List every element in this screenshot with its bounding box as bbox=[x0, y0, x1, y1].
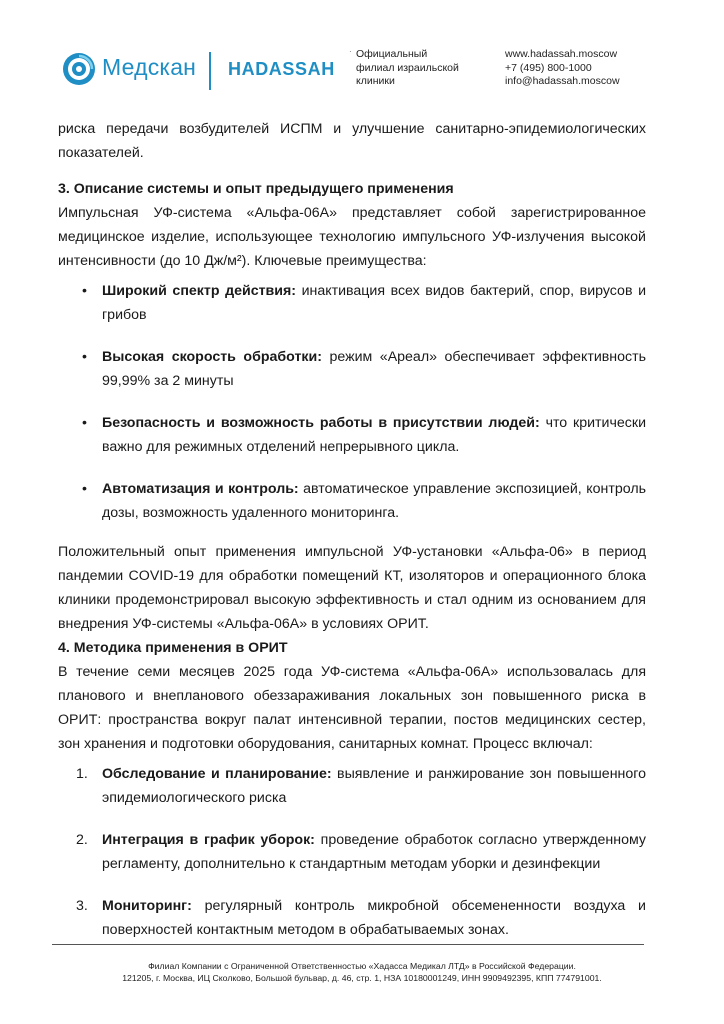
step-number: 1. bbox=[76, 766, 88, 782]
step-number: 2. bbox=[76, 832, 88, 848]
official-line: Официальный bbox=[356, 48, 428, 60]
list-item bbox=[58, 279, 646, 327]
list-item bbox=[58, 411, 646, 459]
section-3-paragraph: Импульсная УФ-система «Альфа-06А» представляет собой зарегистрированное медицинское изделие, использующее технологию импульсного УФ-излучения высокой интенсивности (до 10 Дж/м²). Ключевые преимущества: bbox=[58, 205, 646, 269]
footer-divider bbox=[52, 944, 644, 945]
footer-line-1: Филиал Компании с Ограниченной Ответственностью «Хадасса Медикал ЛТД» в Российской Федерации. bbox=[148, 961, 576, 971]
phone-number: +7 (495) 800-1000 bbox=[505, 61, 592, 74]
section-3-heading: 3. Описание системы и опыт предыдущего применения bbox=[58, 181, 454, 197]
item-bold: Высокая скорость обработки: bbox=[102, 349, 322, 365]
document-body bbox=[58, 117, 646, 942]
list-item bbox=[58, 345, 646, 393]
intro-paragraph: риска передачи возбудителей ИСПМ и улучшение санитарно-эпидемиологических показателей. bbox=[58, 121, 646, 161]
list-item bbox=[58, 894, 646, 942]
item-text: что критически важно для режимных отделений непрерывного цикла. bbox=[102, 415, 646, 455]
list-item bbox=[58, 477, 646, 525]
section-4-heading: 4. Методика применения в ОРИТ bbox=[58, 640, 288, 656]
brand-divider bbox=[209, 52, 211, 90]
item-bold: Безопасность и возможность работы в присутствии людей: bbox=[102, 415, 540, 431]
medscan-logo-icon bbox=[62, 52, 96, 86]
official-branch-note bbox=[356, 48, 459, 89]
section-4-paragraph: В течение семи месяцев 2025 года УФ-система «Альфа-06А» использовалась для планового и внепланового обеззараживания локальных зон повышенного риска в ОРИТ: пространства вокруг палат интенсивной терапии, постов медицинских сестер, зон хранения и подготовки оборудования, санитарных комнат. Процесс включал: bbox=[58, 664, 646, 752]
item-text: режим «Ареал» обеспечивает эффективность 99,99% за 2 минуты bbox=[102, 349, 646, 389]
footer-line-2: 121205, г. Москва, ИЦ Сколково, Большой бульвар, д. 46, стр. 1, НЗА 10180001249, ИНН 9909492395, КПП 774791001. bbox=[122, 973, 602, 983]
experience-paragraph: Положительный опыт применения импульсной УФ-установки «Альфа-06» в период пандемии COVID-19 для обработки помещений КТ, изоляторов и операционного блока клиники продемонстрировал высокую эффективность и стал одним из основанием для внедрения УФ-системы «Альфа-06А» в условиях ОРИТ. bbox=[58, 544, 646, 632]
list-item bbox=[58, 762, 646, 810]
contacts-block bbox=[505, 48, 620, 89]
brand-hadassah: HADASSAH bbox=[228, 59, 335, 79]
footer bbox=[40, 960, 684, 984]
list-item bbox=[58, 828, 646, 876]
item-text: проведение обработок согласно утвержденному регламенту, дополнительно к стандартным методам уборки и дезинфекции bbox=[102, 832, 646, 872]
brand-medscan: Медскан bbox=[102, 54, 197, 80]
item-text: регулярный контроль микробной обсемененности воздуха и поверхностей контактным методом в обрабатываемых зонах. bbox=[102, 898, 646, 938]
official-line: филиал израильской bbox=[356, 61, 459, 74]
item-bold: Автоматизация и контроль: bbox=[102, 481, 299, 497]
item-text: инактивация всех видов бактерий, спор, вирусов и грибов bbox=[102, 283, 646, 323]
advantages-list bbox=[58, 279, 646, 525]
item-text: автоматическое управление экспозицией, контроль дозы, возможность удаленного мониторинга. bbox=[102, 481, 646, 521]
item-bold: Мониторинг: bbox=[102, 898, 192, 914]
item-bold: Интеграция в график уборок: bbox=[102, 832, 315, 848]
letterhead bbox=[0, 0, 724, 110]
dot-icon: · bbox=[349, 47, 352, 56]
item-bold: Обследование и планирование: bbox=[102, 766, 332, 782]
official-line: клиники bbox=[356, 75, 395, 87]
step-number: 3. bbox=[76, 898, 88, 914]
email-link[interactable]: info@hadassah.moscow bbox=[505, 75, 620, 87]
item-text: выявление и ранжирование зон повышенного эпидемиологического риска bbox=[102, 766, 647, 806]
website-link[interactable]: www.hadassah.moscow bbox=[505, 48, 618, 60]
item-bold: Широкий спектр действия: bbox=[102, 283, 296, 299]
process-steps-list bbox=[58, 762, 646, 942]
